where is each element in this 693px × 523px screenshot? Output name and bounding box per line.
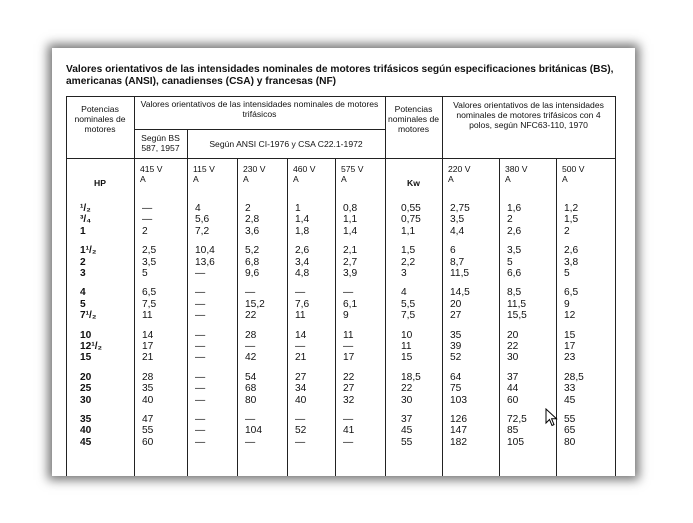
table-cell: 23	[564, 352, 576, 364]
table-cell: 3,5	[142, 256, 157, 268]
table-cell: 45	[80, 436, 92, 448]
table-cell: 0,55	[401, 203, 421, 214]
table-cell: 2,2	[401, 256, 416, 268]
table-cell: —	[343, 414, 354, 425]
table-cell: 0,75	[401, 214, 421, 226]
table-cell: 80	[245, 394, 257, 406]
table-cell: 11	[401, 341, 412, 352]
table-cell: 27	[343, 383, 355, 395]
table-cell: 3,5	[450, 214, 465, 226]
table-cell: 14	[142, 329, 154, 341]
table-cell: 21	[295, 352, 307, 364]
table-cell: —	[195, 287, 206, 299]
table-cell: 11,5	[450, 268, 470, 279]
table-cell: 3,9	[343, 268, 358, 279]
column-divider	[615, 96, 616, 476]
column-divider	[287, 158, 288, 476]
table-cell: —	[195, 352, 206, 364]
table-cell: 7,5	[142, 298, 157, 310]
table-cell: 103	[450, 394, 467, 406]
unit-header: HP	[94, 178, 106, 188]
table-cell: 5	[80, 298, 86, 310]
table-cell: ³/₄	[80, 214, 92, 226]
table-cell: 1,4	[343, 225, 358, 237]
column-divider	[556, 158, 557, 476]
table-cell: 17	[564, 341, 576, 352]
table-cell: 7¹/₂	[80, 310, 97, 322]
table-cell: 6,8	[245, 256, 260, 268]
table-cell: 68	[245, 383, 257, 395]
table-cell: —	[343, 436, 354, 448]
table-top-border	[66, 96, 615, 97]
table-cell: 5	[564, 268, 570, 279]
header-group-right: Valores orientativos de las intensidades nominales de motores trifásicos con 4 polos, según NFC63-110, 1970	[453, 100, 604, 130]
table-cell: 60	[507, 394, 519, 406]
column-divider	[134, 96, 135, 476]
table-cell: —	[245, 436, 256, 448]
table-cell: —	[295, 287, 306, 299]
table-cell: —	[195, 310, 206, 322]
table-cell: 7,5	[401, 310, 416, 322]
table-cell: 4	[401, 287, 407, 299]
table-cell: —	[142, 203, 153, 214]
table-cell: 15	[80, 352, 92, 364]
table-cell: 47	[142, 414, 154, 425]
table-cell: —	[245, 287, 256, 299]
table-cell: 20	[80, 371, 92, 383]
table-cell: 1,8	[295, 225, 310, 237]
table-cell: —	[295, 436, 306, 448]
table-cell: 20	[450, 298, 462, 310]
table-cell: 4,8	[295, 268, 310, 279]
table-cell: —	[195, 425, 206, 437]
table-cell: —	[245, 414, 256, 425]
table-cell: 4	[80, 287, 86, 299]
table-cell: 35	[142, 383, 154, 395]
unit-header: 460 V A	[293, 164, 316, 184]
table-cell: —	[343, 287, 354, 299]
table-cell: —	[195, 436, 206, 448]
table-cell: 126	[450, 414, 467, 425]
table-cell: 22	[401, 383, 413, 395]
header-group-left: Valores orientativos de las intensidades nominales de motores trifásicos	[140, 99, 379, 119]
table-cell: 3,8	[564, 256, 579, 268]
table-cell: 1,1	[401, 225, 416, 237]
table-cell: 45	[564, 394, 576, 406]
header-bs: Según BS 587, 1957	[141, 133, 180, 153]
table-cell: 104	[245, 425, 262, 437]
table-cell: 3	[401, 268, 407, 279]
table-cell: 52	[295, 425, 307, 437]
table-cell: 2	[564, 225, 570, 237]
table-cell: —	[343, 341, 354, 352]
table-cell: 44	[507, 383, 519, 395]
table-cell: 9	[343, 310, 349, 322]
header-divider-units	[66, 158, 615, 159]
table-cell: 10	[401, 329, 413, 341]
table-cell: 2,1	[343, 245, 358, 257]
unit-header: 415 V A	[140, 164, 163, 184]
table-cell: 14,5	[450, 287, 470, 299]
column-divider	[335, 158, 336, 476]
table-cell: 2,6	[564, 245, 579, 257]
unit-header: 115 V A	[193, 164, 215, 184]
table-cell: —	[195, 383, 206, 395]
table-cell: 3,6	[245, 225, 260, 237]
table-cell: 1,5	[401, 245, 416, 257]
table-cell: 25	[80, 383, 92, 395]
table-cell: 6,6	[507, 268, 522, 279]
table-cell: 21	[142, 352, 154, 364]
table-cell: —	[195, 414, 206, 425]
table-cell: 30	[401, 394, 413, 406]
table-cell: 40	[142, 394, 154, 406]
table-cell: 22	[507, 341, 519, 352]
table-cell: 45	[401, 425, 413, 437]
table-cell: 35	[450, 329, 462, 341]
table-cell: 42	[245, 352, 257, 364]
table-cell: 2,7	[343, 256, 358, 268]
table-cell: 33	[564, 383, 576, 395]
table-cell: 55	[142, 425, 154, 437]
table-cell: —	[195, 268, 206, 279]
table-cell: 4	[195, 203, 201, 214]
table-cell: 1,2	[564, 203, 579, 214]
unit-header: Kw	[407, 178, 420, 188]
header-divider-bs	[134, 129, 385, 130]
document-page	[52, 48, 635, 476]
table-cell: —	[142, 214, 153, 226]
table-cell: 28,5	[564, 371, 584, 383]
table-cell: 75	[450, 383, 462, 395]
table-cell: 5,5	[401, 298, 416, 310]
table-cell: 60	[142, 436, 154, 448]
table-cell: 55	[564, 414, 576, 425]
table-cell: 7,6	[295, 298, 310, 310]
table-cell: 22	[343, 371, 355, 383]
column-divider	[385, 96, 386, 476]
table-cell: 40	[295, 394, 307, 406]
table-cell: 30	[80, 394, 92, 406]
table-cell: 13,6	[195, 256, 215, 268]
table-cell: 37	[507, 371, 519, 383]
table-cell: 8,5	[507, 287, 522, 299]
table-cell: 1	[80, 225, 86, 237]
mouse-cursor-icon	[545, 408, 559, 428]
table-cell: 3	[80, 268, 86, 279]
table-cell: 64	[450, 371, 462, 383]
column-divider	[66, 96, 67, 476]
table-cell: 11	[142, 310, 153, 322]
table-cell: 6,5	[564, 287, 579, 299]
table-cell: 9	[564, 298, 570, 310]
table-cell: 1¹/₂	[80, 245, 97, 257]
table-cell: 1,4	[295, 214, 310, 226]
table-cell: 22	[245, 310, 257, 322]
table-cell: —	[195, 341, 206, 352]
table-cell: 15,2	[245, 298, 265, 310]
table-cell: 40	[80, 425, 92, 437]
table-cell: 2	[142, 225, 148, 237]
table-cell: 27	[450, 310, 462, 322]
table-cell: 11,5	[507, 298, 527, 310]
table-cell: 39	[450, 341, 462, 352]
table-cell: 18,5	[401, 371, 421, 383]
table-cell: 12	[564, 310, 576, 322]
table-cell: 54	[245, 371, 257, 383]
table-cell: 2,5	[142, 245, 157, 257]
table-cell: —	[195, 371, 206, 383]
table-cell: —	[295, 414, 306, 425]
table-cell: 147	[450, 425, 467, 437]
table-cell: 41	[343, 425, 355, 437]
table-cell: 0,8	[343, 203, 358, 214]
table-cell: 1,5	[564, 214, 579, 226]
table-cell: 17	[142, 341, 154, 352]
column-divider	[237, 158, 238, 476]
table-cell: 1	[295, 203, 301, 214]
table-cell: 37	[401, 414, 413, 425]
unit-header: 575 V A	[341, 164, 364, 184]
table-cell: 14	[295, 329, 307, 341]
table-cell: 5	[142, 268, 148, 279]
table-cell: 2,75	[450, 203, 470, 214]
table-cell: 6,1	[343, 298, 358, 310]
table-cell: 85	[507, 425, 519, 437]
table-cell: 55	[401, 436, 413, 448]
table-cell: 65	[564, 425, 576, 437]
table-cell: 8,7	[450, 256, 465, 268]
table-cell: 3,5	[507, 245, 522, 257]
table-cell: 52	[450, 352, 462, 364]
table-cell: 1,6	[507, 203, 522, 214]
table-cell: 3,4	[295, 256, 310, 268]
table-cell: 10,4	[195, 245, 215, 257]
table-cell: 2	[245, 203, 251, 214]
table-cell: 80	[564, 436, 576, 448]
table-cell: ¹/₂	[80, 203, 91, 214]
table-cell: 10	[80, 329, 92, 341]
column-divider	[499, 158, 500, 476]
table-cell: —	[195, 394, 206, 406]
table-cell: 5,2	[245, 245, 260, 257]
unit-header: 500 V A	[562, 164, 585, 184]
table-cell: 72,5	[507, 414, 527, 425]
table-cell: 5,6	[195, 214, 210, 226]
table-cell: 5	[507, 256, 513, 268]
table-cell: 28	[245, 329, 257, 341]
table-title: Valores orientativos de las intensidades nominales de motores trifásicos según especificaciones británicas (BS), americanas (ANSI), canadienses (CSA) y francesas (NF)	[66, 64, 614, 87]
table-cell: 2,8	[245, 214, 260, 226]
table-cell: 105	[507, 436, 524, 448]
table-cell: 15	[564, 329, 576, 341]
unit-header: 380 V A	[505, 164, 528, 184]
table-cell: 34	[295, 383, 307, 395]
table-cell: 2,6	[295, 245, 310, 257]
header-ansi: Según ANSI CI-1976 y CSA C22.1-1972	[209, 139, 363, 149]
unit-header: 220 V A	[448, 164, 471, 184]
table-cell: 6,5	[142, 287, 157, 299]
header-potencias-kw: Potencias nominales de motores	[387, 104, 440, 134]
table-cell: 15,5	[507, 310, 527, 322]
table-cell: 32	[343, 394, 355, 406]
table-cell: 12¹/₂	[80, 341, 103, 352]
table-cell: 182	[450, 436, 467, 448]
table-cell: 11	[295, 310, 306, 322]
table-cell: 11	[343, 329, 354, 341]
table-cell: 35	[80, 414, 92, 425]
unit-header: 230 V A	[243, 164, 266, 184]
table-cell: 6	[450, 245, 456, 257]
table-cell: 20	[507, 329, 519, 341]
table-cell: —	[245, 341, 256, 352]
table-cell: 1,1	[343, 214, 358, 226]
table-cell: 4,4	[450, 225, 465, 237]
table-cell: —	[195, 298, 206, 310]
column-divider	[187, 129, 188, 476]
table-cell: 2,6	[507, 225, 522, 237]
table-cell: 9,6	[245, 268, 260, 279]
table-cell: 7,2	[195, 225, 210, 237]
table-cell: 27	[295, 371, 307, 383]
table-cell: 17	[343, 352, 355, 364]
header-potencias-hp: Potencias nominales de motores	[74, 104, 126, 134]
table-cell: 30	[507, 352, 519, 364]
table-cell: 2	[80, 256, 86, 268]
column-divider	[442, 96, 443, 476]
table-cell: 15	[401, 352, 413, 364]
table-cell: —	[295, 341, 306, 352]
table-cell: —	[195, 329, 206, 341]
table-cell: 28	[142, 371, 154, 383]
table-cell: 2	[507, 214, 513, 226]
